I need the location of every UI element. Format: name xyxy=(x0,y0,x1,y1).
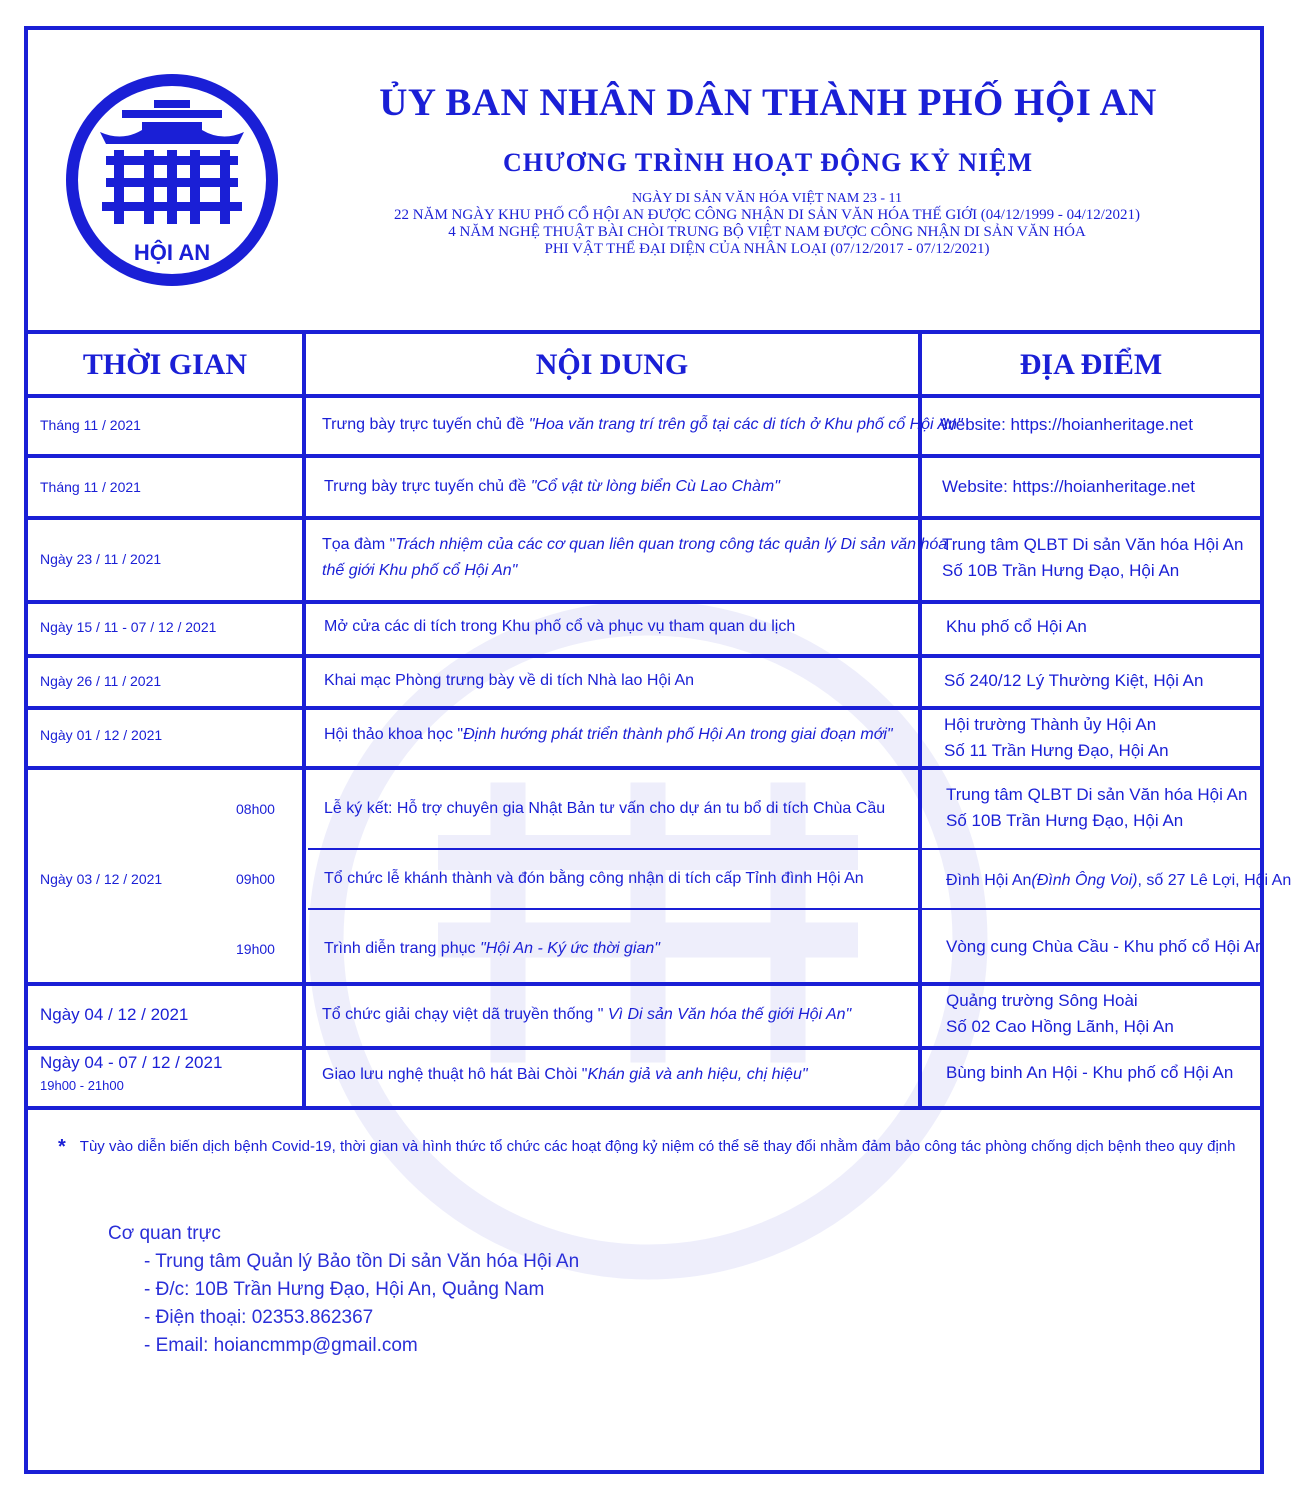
row-2-time: Tháng 11 / 2021 xyxy=(40,479,141,495)
row-2-location: Website: https://hoianheritage.net xyxy=(942,477,1195,496)
row-7-location-1: Trung tâm QLBT Di sản Văn hóa Hội An Số 10B Trần Hưng Đạo, Hội An xyxy=(946,785,1248,830)
row-7-hour-1: 08h00 xyxy=(236,801,275,817)
row-7-content-3: Trình diễn trang phục "Hội An - Ký ức thời gian" xyxy=(324,940,660,957)
logo-text: HỘI AN xyxy=(133,240,211,265)
row-4-content: Mở cửa các di tích trong Khu phố cổ và phục vụ tham quan du lịch xyxy=(324,618,796,635)
row-9-location: Bùng binh An Hội - Khu phố cổ Hội An xyxy=(946,1063,1234,1082)
row-5-location: Số 240/12 Lý Thường Kiệt, Hội An xyxy=(944,671,1204,690)
row-8-content: Tổ chức giải chạy việt dã truyền thống " Vì Di sản Văn hóa thế giới Hội An" xyxy=(322,1006,852,1023)
asterisk-icon: * xyxy=(58,1136,66,1158)
contact-item: - Email: hoiancmmp@gmail.com xyxy=(144,1335,418,1356)
header-lines xyxy=(272,190,1262,258)
row-5-content: Khai mạc Phòng trưng bày về di tích Nhà lao Hội An xyxy=(324,672,695,689)
row-7-hour-2: 09h00 xyxy=(236,871,275,887)
row-8-time: Ngày 04 / 12 / 2021 xyxy=(40,1005,189,1024)
row-7-time: Ngày 03 / 12 / 2021 xyxy=(40,871,163,887)
covid-note: * Tùy vào diễn biến dịch bệnh Covid-19, thời gian và hình thức tổ chức các hoạt động kỷ niệm có thể sẽ thay đổi nhằm đảm bảo công tác phòng chống dịch bệnh theo quy định xyxy=(58,1136,1236,1158)
contact-item: - Đ/c: 10B Trần Hưng Đạo, Hội An, Quảng Nam xyxy=(144,1279,545,1300)
row-7-content-1: Lễ ký kết: Hỗ trợ chuyên gia Nhật Bản tư vấn cho dự án tu bổ di tích Chùa Cầu xyxy=(324,800,886,817)
row-3-content: Tọa đàm "Trách nhiệm của các cơ quan liên quan trong công tác quản lý Di sản văn hóa thế giới Khu phố cổ Hội An" xyxy=(322,536,948,579)
row-3-location: Trung tâm QLBT Di sản Văn hóa Hội An Số 10B Trần Hưng Đạo, Hội An xyxy=(942,535,1244,580)
row-1-time: Tháng 11 / 2021 xyxy=(40,417,141,433)
contact-item: - Trung tâm Quản lý Bảo tồn Di sản Văn hóa Hội An xyxy=(144,1251,580,1272)
column-header-time: THỜI GIAN xyxy=(82,348,248,381)
row-6-time: Ngày 01 / 12 / 2021 xyxy=(40,727,163,743)
row-7-content-2: Tổ chức lễ khánh thành và đón bằng công nhận di tích cấp Tỉnh đình Hội An xyxy=(324,870,864,887)
row-8-location: Quảng trường Sông Hoài Số 02 Cao Hồng Lãnh, Hội An xyxy=(946,991,1174,1036)
header-line: 4 NĂM NGHỆ THUẬT BÀI CHÒI TRUNG BỘ VIỆT NAM ĐƯỢC CÔNG NHẬN DI SẢN VĂN HÓA xyxy=(448,224,1086,240)
column-header-content: NỘI DUNG xyxy=(535,348,689,381)
header-line: PHI VẬT THỂ ĐẠI DIỆN CỦA NHÂN LOẠI (07/12/2017 - 07/12/2021) xyxy=(544,241,990,257)
document-frame xyxy=(24,26,1291,1474)
contact-block xyxy=(108,1220,579,1360)
row-9-content: Giao lưu nghệ thuật hô hát Bài Chòi "Khán giả và anh hiệu, chị hiệu" xyxy=(322,1066,808,1083)
row-7-hour-3: 19h00 xyxy=(236,941,275,957)
row-6-location: Hội trường Thành ủy Hội An Số 11 Trần Hưng Đạo, Hội An xyxy=(944,715,1169,760)
row-4-time: Ngày 15 / 11 - 07 / 12 / 2021 xyxy=(40,619,217,635)
hoi-an-logo-icon xyxy=(62,70,282,290)
page-subtitle: CHƯƠNG TRÌNH HOẠT ĐỘNG KỶ NIỆM xyxy=(502,148,1034,177)
row-7-location-3: Vòng cung Chùa Cầu - Khu phố cổ Hội An xyxy=(946,937,1265,956)
page-title: ỦY BAN NHÂN DÂN THÀNH PHỐ HỘI AN xyxy=(379,81,1157,124)
contact-item: - Điện thoại: 02353.862367 xyxy=(144,1307,374,1328)
row-6-content: Hội thảo khoa học "Định hướng phát triển thành phố Hội An trong giai đoạn mới" xyxy=(324,726,893,743)
header-line: 22 NĂM NGÀY KHU PHỐ CỔ HỘI AN ĐƯỢC CÔNG NHẬN DI SẢN VĂN HÓA THẾ GIỚI (04/12/1999 - 04/12/2021) xyxy=(394,207,1140,223)
row-1-content: Trưng bày trực tuyến chủ đề "Hoa văn trang trí trên gỗ tại các di tích ở Khu phố cổ Hội An" xyxy=(322,416,963,433)
row-7-location-2: Đình Hội An(Đình Ông Voi), số 27 Lê Lợi, Hội An xyxy=(946,872,1291,889)
row-3-time: Ngày 23 / 11 / 2021 xyxy=(40,551,162,567)
column-header-location: ĐỊA ĐIỂM xyxy=(1019,348,1163,381)
header-line: NGÀY DI SẢN VĂN HÓA VIỆT NAM 23 - 11 xyxy=(631,191,903,206)
row-4-location: Khu phố cổ Hội An xyxy=(946,617,1087,636)
row-2-content: Trưng bày trực tuyến chủ đề "Cổ vật từ lòng biển Cù Lao Chàm" xyxy=(324,478,780,495)
row-5-time: Ngày 26 / 11 / 2021 xyxy=(40,673,162,689)
row-1-location: Website: https://hoianheritage.net xyxy=(940,415,1193,434)
row-9-time: Ngày 04 - 07 / 12 / 2021 19h00 - 21h00 xyxy=(40,1053,223,1093)
contact-heading: Cơ quan trực xyxy=(108,1223,221,1244)
